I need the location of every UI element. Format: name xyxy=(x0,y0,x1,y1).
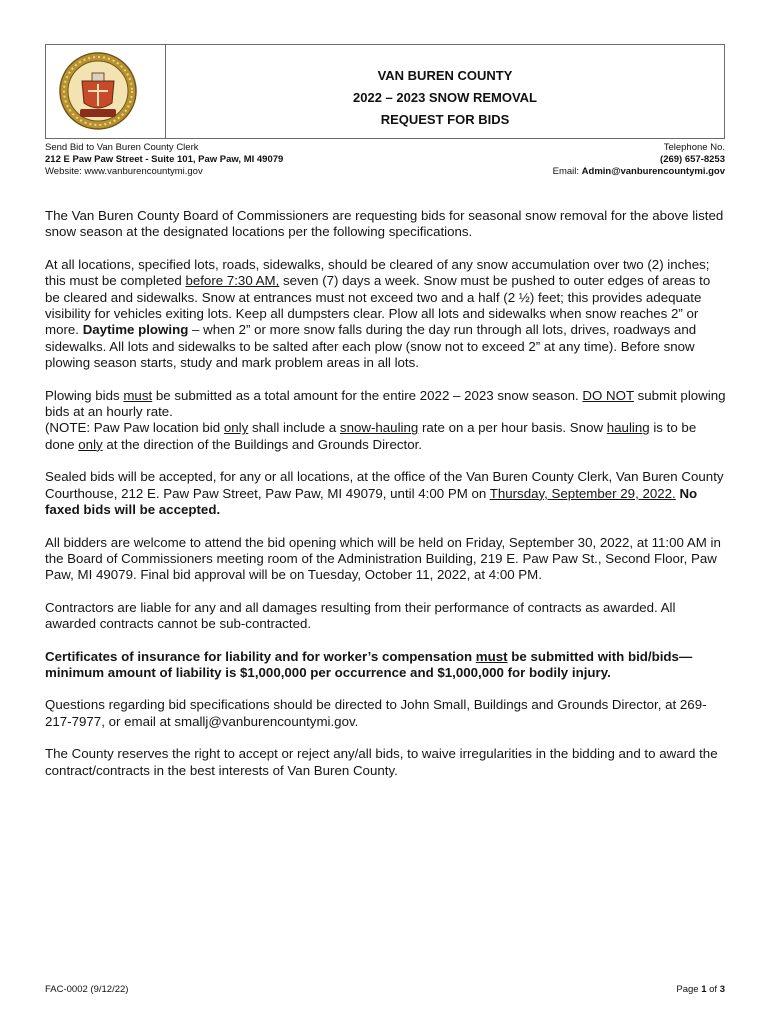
email-line xyxy=(553,166,725,178)
title-line-3: REQUEST FOR BIDS xyxy=(380,112,510,127)
p4-deadline-date: Thursday, September 29, 2022. xyxy=(489,485,676,501)
p3-text-g: is to be done xyxy=(45,420,697,452)
p3-text-e: shall include a xyxy=(248,420,340,436)
p3-snow-hauling: snow-hauling xyxy=(339,420,419,436)
p7-text-a: Certificates of insurance for liability and for worker’s compensation xyxy=(45,648,476,664)
p3-text-h: at the direction of the Buildings and Grounds Director. xyxy=(102,436,422,452)
paragraph-plowing-bids xyxy=(45,388,727,454)
p4-no-fax: No faxed bids will be accepted. xyxy=(45,485,698,518)
p7-must: must xyxy=(475,648,508,664)
page-current: 1 xyxy=(701,984,707,995)
telephone-label: Telephone No. xyxy=(663,142,725,153)
p2-text-a: At all locations, specified lots, roads, sidewalks, should be cleared of any snow accumulation over two (2) inches; this must be completed xyxy=(45,256,710,289)
clerk-address: 212 E Paw Paw Street - Suite 101, Paw Paw, MI 49079 xyxy=(45,154,284,165)
page-prefix: Page xyxy=(676,984,702,995)
paragraph-reservation: The County reserves the right to accept or reject any/all bids, to waive irregularities in the bidding and to award the contract/contracts in the best interests of Van Buren County. xyxy=(45,746,718,778)
paragraph-questions: Questions regarding bid specifications should be directed to John Small, Buildings and Grounds Director, at 269-217-7977, or email at smallj@vanburencountymi.gov. xyxy=(45,697,707,729)
p3-only-2: only xyxy=(78,436,103,452)
send-bid-line: Send Bid to Van Buren County Clerk xyxy=(45,142,199,153)
contact-right xyxy=(553,142,725,178)
contact-left xyxy=(45,142,283,178)
p2-deadline: before 7:30 AM, xyxy=(185,273,280,289)
page-total: 3 xyxy=(719,984,725,995)
header-box xyxy=(45,44,725,139)
p3-must: must xyxy=(123,387,153,403)
paragraph-liability: Contractors are liable for any and all damages resulting from their performance of contracts as awarded. All awarded contracts cannot be sub-contracted. xyxy=(45,599,676,632)
form-id: FAC-0002 (9/12/22) xyxy=(45,984,129,995)
p3-text-d: (NOTE: Paw Paw location bid xyxy=(45,420,224,436)
p4-text-a: Sealed bids will be accepted, for any or all locations, at the office of the Van Buren County Clerk, Van Buren County Courthouse, 212 E. Paw Paw Street, Paw Paw, MI 49079, until 4:00 PM on xyxy=(45,469,724,501)
telephone-number: (269) 657-8253 xyxy=(660,154,725,165)
p3-do-not: DO NOT xyxy=(582,387,634,403)
p2-text-c: – when 2” or more snow falls during the day run through all lots, drives, roadways and sidewalks. All lots and sidewalks to be salted after each plow (snow not to exceed 2” at any time). Before snow plowing season starts, study and mark problem areas in all lots. xyxy=(45,322,697,371)
p7-text-b: be submitted with bid/bids—minimum amount of liability is $1,000,000 per occurrence and $1,000,000 for bodily injury. xyxy=(45,648,693,680)
paragraph-insurance xyxy=(45,649,727,682)
p3-text-c: submit plowing bids at an hourly rate. xyxy=(45,387,726,420)
p3-hauling: hauling xyxy=(606,420,650,436)
title-line-2: 2022 – 2023 SNOW REMOVAL xyxy=(353,90,537,105)
p3-text-a: Plowing bids xyxy=(45,387,124,403)
document-body xyxy=(45,208,727,795)
page-of: of xyxy=(706,984,720,995)
page-number xyxy=(676,984,725,995)
paragraph-bid-opening: All bidders are welcome to attend the bid opening which will be held on Friday, September 30, 2022, at 11:00 AM in the Board of Commissioners meeting room of the Administration Building, 219 E. Paw Paw St., Second Floor, Paw Paw, MI 49079. Final bid approval will be on Tuesday, October 11, 2022, at 4:00 PM. xyxy=(45,534,721,583)
email-address: Admin@vanburencountymi.gov xyxy=(581,166,725,177)
website-line: Website: www.vanburencountymi.gov xyxy=(45,166,203,177)
paragraph-intro: The Van Buren County Board of Commissioners are requesting bids for seasonal snow removal for the above listed snow season at the designated locations per the following specifications. xyxy=(45,208,724,240)
p2-daytime-plowing: Daytime plowing xyxy=(82,322,189,338)
title-line-1: VAN BUREN COUNTY xyxy=(377,68,513,83)
county-seal-icon xyxy=(58,51,138,131)
p3-text-f: rate on a per hour basis. Snow xyxy=(418,420,607,436)
p3-text-b: be submitted as a total amount for the entire 2022 – 2023 snow season. xyxy=(152,387,583,403)
email-label: Email: xyxy=(552,166,582,177)
document-title xyxy=(166,65,724,131)
p3-only-1: only xyxy=(223,420,249,436)
paragraph-sealed-bids xyxy=(45,469,727,518)
paragraph-specifications xyxy=(45,257,727,372)
p2-text-b: seven (7) days a week. Snow must be pushed to outer edges of areas to be cleared and sidewalks. Snow at entrances must not exceed two and a half (2 ½) feet; this provides adequate visibility for vehicles exiting lots. Keep all dumpsters clear. Plow all lots and sidewalks when snow reaches 2” or more. xyxy=(45,273,711,338)
